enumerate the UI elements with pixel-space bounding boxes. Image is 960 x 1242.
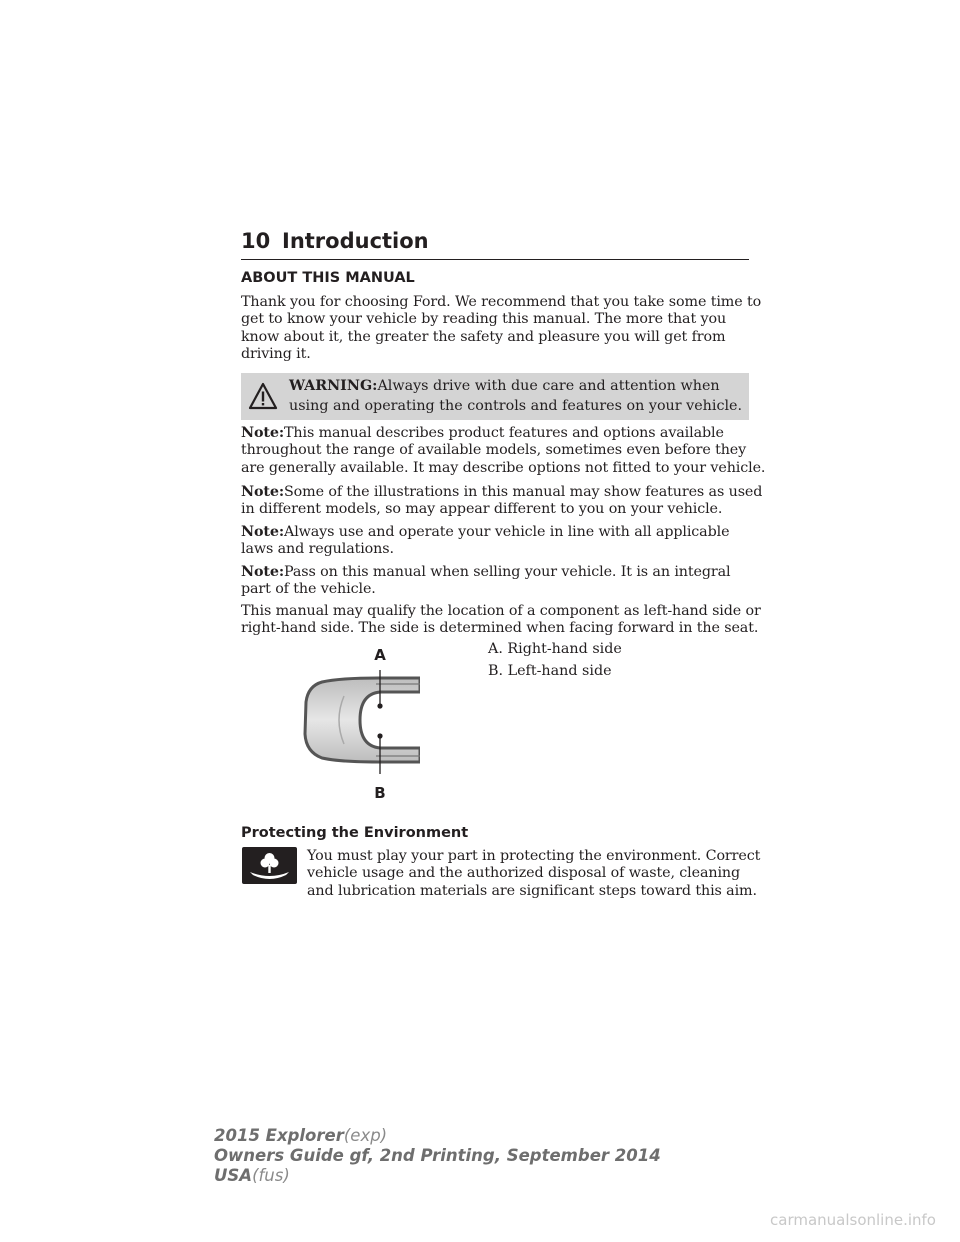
note-2	[241, 484, 762, 519]
warning-line: using and operating the controls and features on your vehicle.	[289, 397, 743, 414]
note-line: laws and regulations.	[241, 541, 394, 558]
note-line: Always use and operate your vehicle in line with all applicable	[283, 524, 730, 540]
warning-text	[289, 377, 742, 416]
environment-title: Protecting the Environment	[241, 825, 469, 841]
footer-market: USA	[214, 1166, 253, 1185]
note-line: Some of the illustrations in this manual may show features as used	[283, 484, 763, 500]
note-line: part of the vehicle.	[241, 581, 376, 598]
intro-line: know about it, the greater the safety and pleasure you will get from	[241, 328, 726, 345]
section-title: ABOUT THIS MANUAL	[241, 270, 415, 286]
vehicle-sides-diagram	[300, 640, 420, 810]
footer-imprint	[214, 1126, 661, 1186]
label-left-hand-side: B. Left-hand side	[488, 663, 612, 679]
note-label: Note:	[241, 564, 284, 580]
note-line: Pass on this manual when selling your vehicle. It is an integral	[283, 564, 731, 580]
page-number: 10	[241, 229, 271, 253]
environment-line: You must play your part in protecting the environment. Correct	[307, 848, 761, 864]
note-label: Note:	[241, 524, 284, 540]
environment-line: vehicle usage and the authorized disposal of waste, cleaning	[307, 865, 741, 882]
callout-b: B	[374, 784, 386, 802]
environment-line: and lubrication materials are significant steps toward this aim.	[307, 882, 757, 899]
intro-line: driving it.	[241, 345, 311, 362]
intro-line: Thank you for choosing Ford. We recommend that you take some time to	[241, 294, 762, 310]
note-line: are generally available. It may describe options not fitted to your vehicle.	[241, 459, 766, 476]
environment-tree-icon	[242, 847, 297, 884]
note-4	[241, 564, 730, 599]
environment-paragraph	[307, 848, 760, 900]
footer-model-code: (exp)	[343, 1126, 388, 1145]
chapter-title: Introduction	[282, 229, 429, 253]
footer-model: 2015 Explorer	[214, 1126, 344, 1145]
intro-paragraph	[241, 294, 761, 363]
label-right-hand-side: A. Right-hand side	[488, 641, 622, 657]
note-line: in different models, so may appear different to you on your vehicle.	[241, 501, 723, 518]
footer-guide: Owners Guide gf, 2nd Printing, September 2014	[214, 1146, 661, 1165]
intro-line: get to know your vehicle by reading this manual. The more that you	[241, 311, 727, 328]
header-rule	[241, 259, 749, 260]
warning-label: WARNING:	[289, 378, 378, 394]
sides-line: This manual may qualify the location of a component as left-hand side or	[241, 603, 761, 619]
note-line: throughout the range of available models, sometimes even before they	[241, 442, 747, 459]
note-1	[241, 425, 765, 477]
note-label: Note:	[241, 425, 284, 441]
warning-triangle-icon	[248, 382, 278, 410]
warning-line: Always drive with due care and attention when	[377, 378, 720, 394]
sides-line: right-hand side. The side is determined when facing forward in the seat.	[241, 620, 759, 637]
note-label: Note:	[241, 484, 284, 500]
sides-paragraph	[241, 603, 761, 638]
note-3	[241, 524, 729, 559]
callout-a: A	[374, 646, 386, 664]
footer-market-code: (fus)	[252, 1166, 290, 1185]
watermark: carmanualsonline.info	[770, 1211, 936, 1229]
note-line: This manual describes product features and options available	[283, 425, 724, 441]
